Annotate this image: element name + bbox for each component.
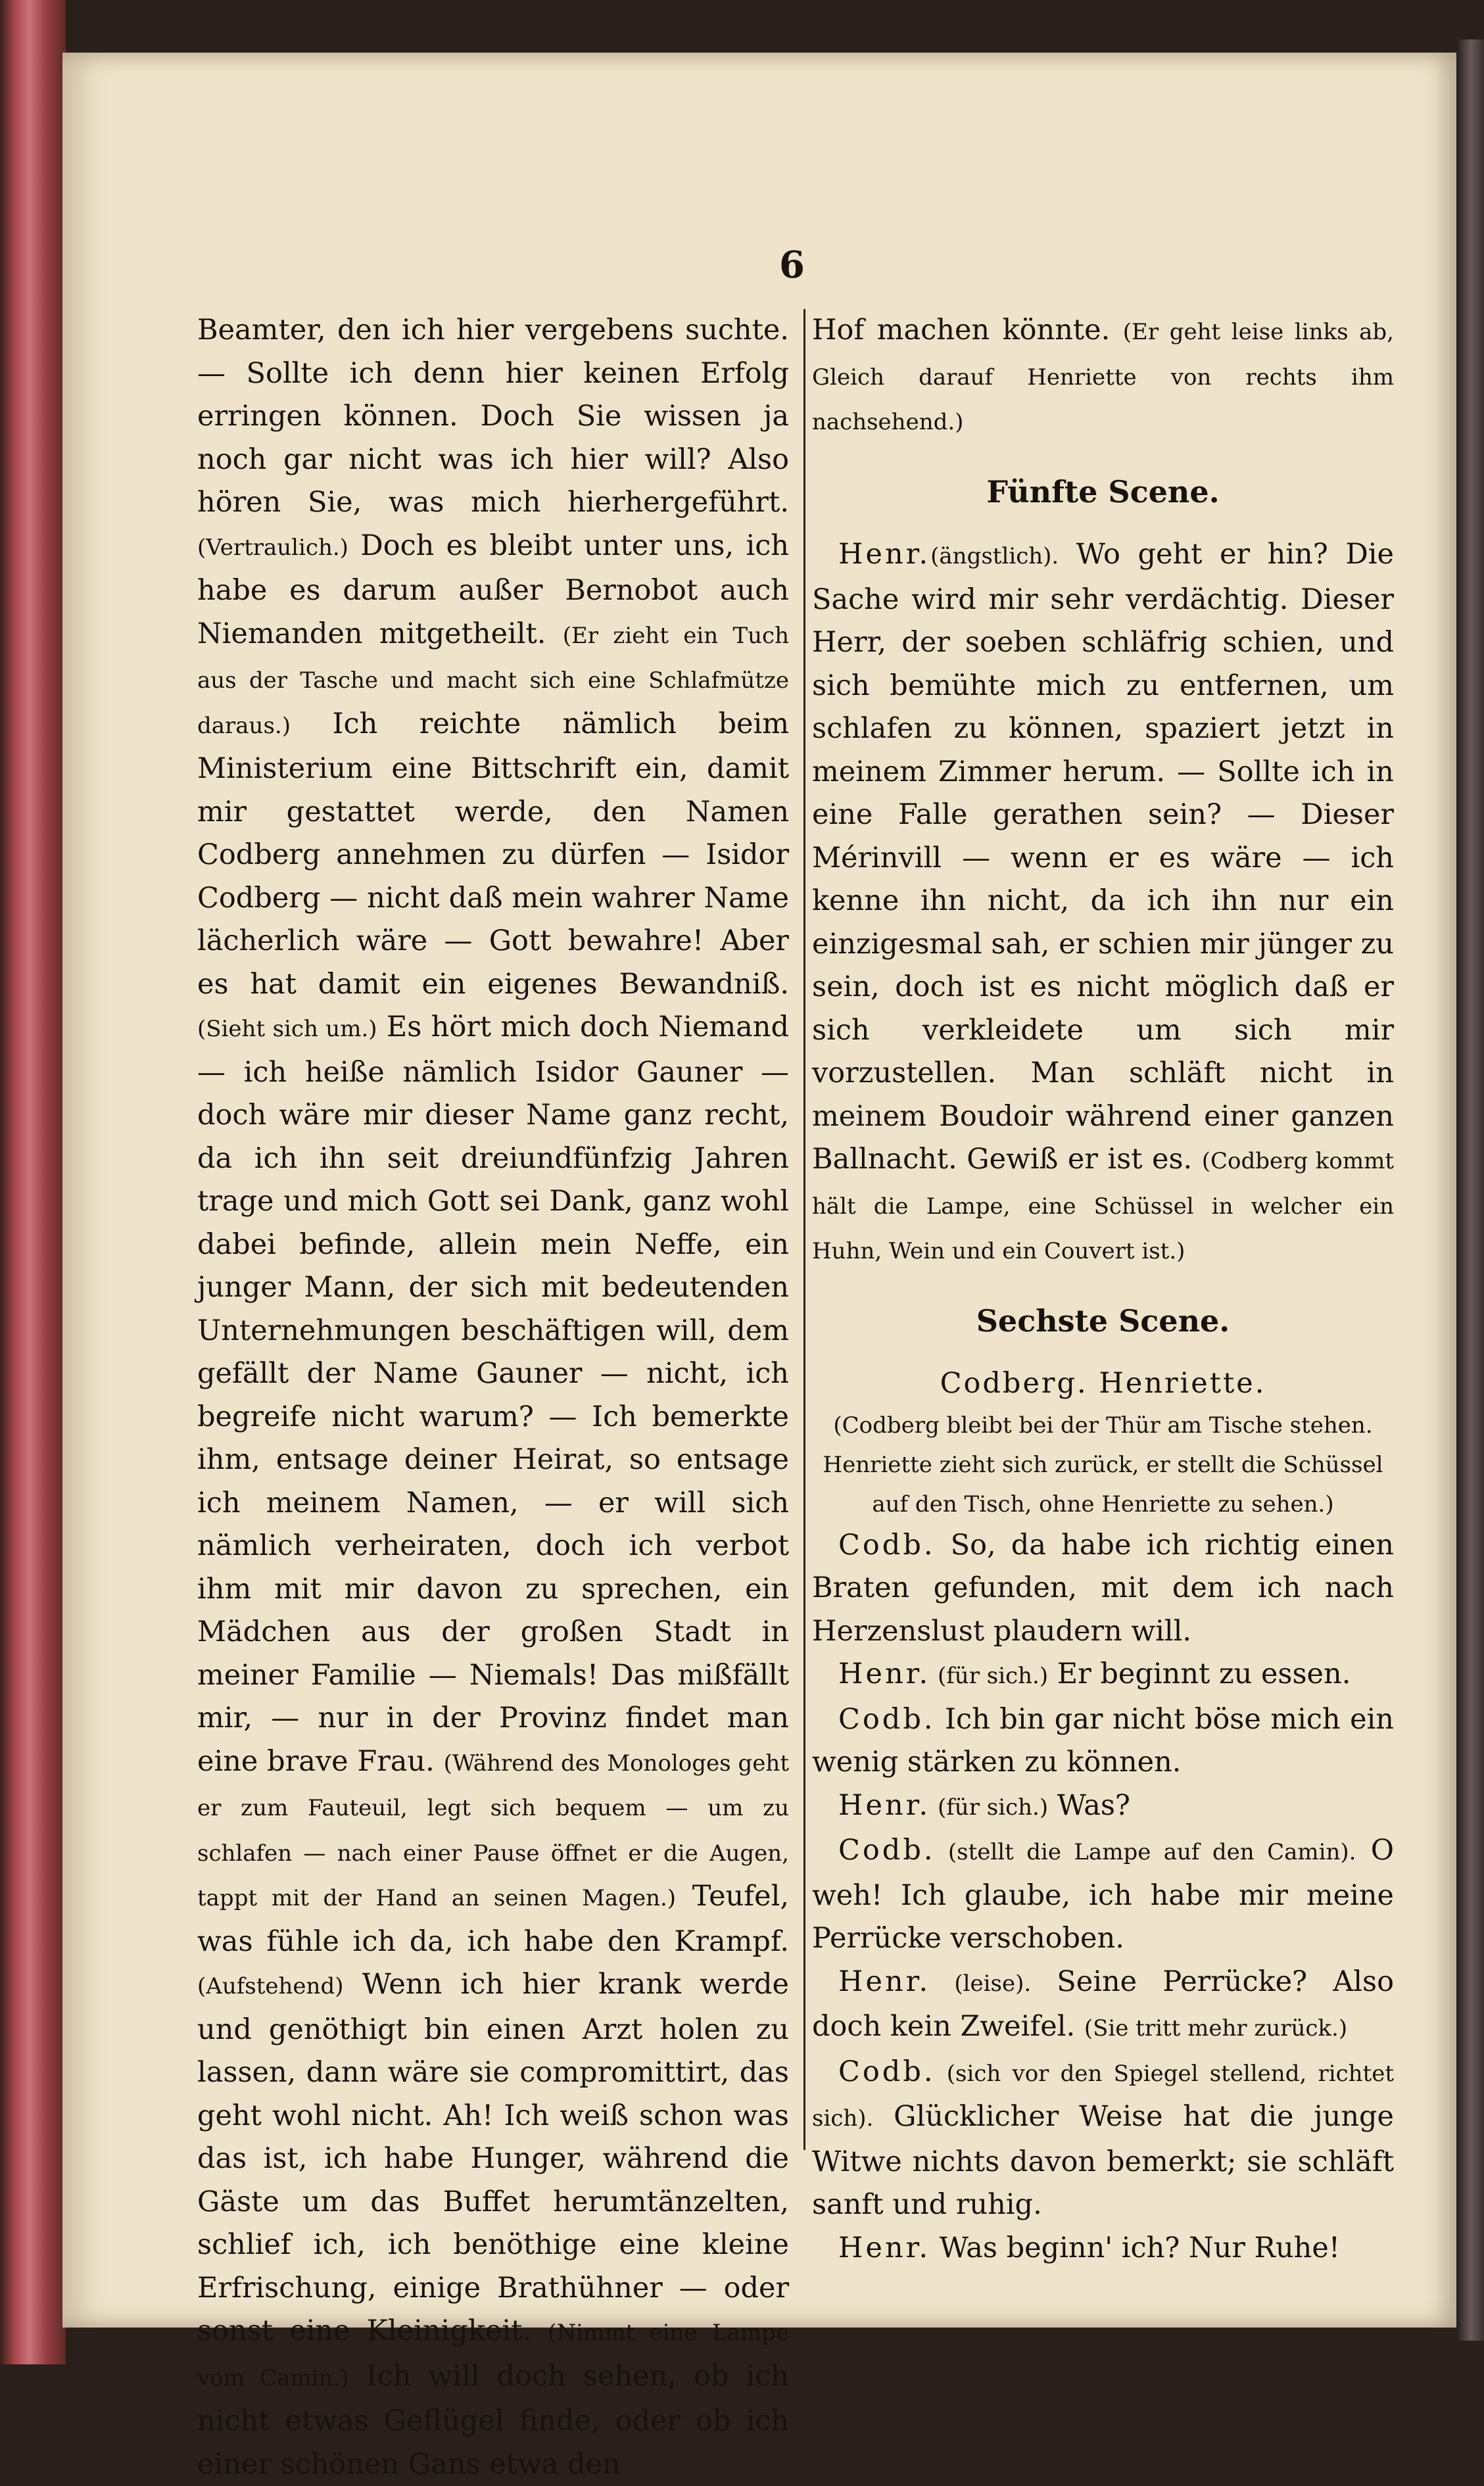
dialogue-line (812, 2051, 1394, 2227)
dialogue-text: Was? (1048, 1788, 1130, 1822)
dialogue-text: Glücklicher Weise hat die junge Witwe nichts davon bemerkt; sie schläft sanft und ruhig. (812, 2100, 1394, 2221)
dialogue-text: Was beginn' ich? Nur Ruhe! (930, 2231, 1341, 2264)
stage-direction: (für sich.) (930, 1663, 1049, 1689)
right-column (812, 309, 1394, 2270)
speaker-name: Henr. (838, 1965, 931, 1998)
stage-direction: (leise). (930, 1970, 1032, 1997)
scene-five-body (812, 533, 1394, 1274)
scene-six-body (812, 1524, 1394, 2270)
left-column (197, 309, 789, 2486)
scene-five-title: Fünfte Scene. (986, 473, 1220, 510)
stage-direction: (sich vor den Spiegel stellend, richtet sich). (812, 2060, 1394, 2132)
dialogue-text: Hof machen könnte. (812, 314, 1123, 347)
stage-direction: (stellt die Lampe auf den Camin). (935, 1839, 1356, 1865)
dialogue-text: Ich bin gar nicht böse mich ein wenig stärken zu können. (812, 1702, 1394, 1779)
stage-direction: (Er zieht ein Tuch aus der Tasche und macht sich eine Schlafmütze daraus.) (197, 622, 789, 739)
dialogue-line (812, 1698, 1394, 1784)
page-number: 6 (779, 243, 805, 287)
dialogue-text: Seine Perrücke? Also doch kein Zweifel. (812, 1965, 1394, 2043)
stage-direction: (Während des Monologes geht er zum Fauteuil, legt sich bequem — um zu schlafen — nach einer Pause öffnet er die Augen, tappt mit der Hand an seinen Magen.) (197, 1750, 789, 1911)
dialogue-line (812, 1524, 1394, 1654)
dialogue-line (812, 1784, 1394, 1830)
stage-direction: (Codberg kommt hält die Lampe, eine Schüssel in welcher ein Huhn, Wein und ein Couvert ist.) (812, 1148, 1395, 1264)
speaker-name: Henr. (838, 1788, 931, 1822)
dialogue-line (812, 1961, 1394, 2051)
dialogue-text: Wo geht er hin? Die Sache wird mir sehr verdächtig. Dieser Herr, der soeben schläfrig schien, und sich bemühte mich zu entfernen, um schlafen zu können, spaziert jetzt in meinem Zimmer herum. — Sollte ich in eine Falle gerathen sein? — Dieser Mérinvill — wenn er es wäre — ich kenne ihn nicht, da ich ihn nur ein einzigesmal sah, er schien mir jünger zu sein, doch ist es nicht möglich daß er sich verkleidete um sich mir vorzustellen. Man schläft nicht in meinem Boudoir während einer ganzen Ballnacht. Gewiß er ist es. (812, 538, 1394, 1176)
dialogue-text: Beamter, den ich hier vergebens suchte. — Sollte ich denn hier keinen Erfolg erringen können. Doch Sie wissen ja noch gar nicht was ich hier will? Also hören Sie, was mich hierhergeführt. (197, 314, 789, 519)
stage-direction: (für sich.) (930, 1794, 1049, 1821)
dialogue-line (812, 1829, 1394, 1961)
speaker-name: Henr. (838, 2231, 931, 2264)
left-paragraph (197, 309, 789, 2486)
book-spine-edge (0, 0, 66, 2364)
dialogue-text: Es hört mich doch Niemand — ich heiße nämlich Isidor Gauner — doch wäre mir dieser Name ganz recht, da ich ihn seit dreiundfünfzig Jahren trage und mich Gott sei Dank, ganz wohl dabei befinde, allein mein Neffe, ein junger Mann, der sich mit bedeutenden Unternehmungen beschäftigen will, dem gefällt der Name Gauner — nicht, ich begreife nicht warum? — Ich bemerkte ihm, entsage deiner Heirat, so entsage ich meinem Namen, — er will sich nämlich verheiraten, doch ich verbot ihm mit mir davon zu sprechen, ein Mädchen aus der großen Stadt in meiner Familie — Niemals! Das mißfällt mir, — nur in der Provinz findet man eine brave Frau. (197, 1011, 789, 1778)
scene-six-title: Sechste Scene. (976, 1303, 1230, 1339)
dialogue-text: Wenn ich hier krank werde und genöthigt bin einen Arzt holen zu lassen, dann wäre sie compromittirt, das geht wohl nicht. Ah! Ich weiß schon was das ist, ich habe Hunger, während die Gäste um das Buffet herumtänzelten, schlief ich, ich benöthige eine kleine Erfrischung, einige Brathühner — oder sonst eine Kleinigkeit. (197, 1968, 789, 2347)
stage-direction: (Vertraulich.) (197, 534, 348, 561)
dialogue-text: Er beginnt zu essen. (1048, 1658, 1351, 1690)
speaker-name: Codb. (838, 1834, 936, 1867)
right-intro-paragraph (812, 309, 1394, 444)
speaker-name: Henr. (838, 1658, 931, 1690)
dialogue-text: Ich will doch sehen, ob ich nicht etwas Geflügel finde, oder ob ich einer schönen Gans etwa den (197, 2359, 789, 2481)
scene-six-persons: Codberg. Henriette. (940, 1367, 1266, 1400)
dialogue-text: So, da habe ich richtig einen Braten gefunden, mit dem ich nach Herzenslust plaudern will. (812, 1528, 1394, 1648)
dialogue-text: Teufel, was fühle ich da, ich habe den Krampf. (197, 1880, 789, 1958)
dialogue-text: Ich reichte nämlich beim Ministerium eine Bittschrift ein, damit mir gestattet werde, den Namen Codberg annehmen zu dürfen — Isidor Codberg — nicht daß mein wahrer Name lächerlich wäre — Gott bewahre! Aber es hat damit ein eigenes Bewandniß. (197, 707, 789, 1001)
dialogue-line (812, 1653, 1394, 1698)
stage-direction: (Nimmt eine Lampe vom Camin.) (197, 2320, 789, 2391)
dialogue-line (812, 2227, 1394, 2270)
dialogue-text: O weh! Ich glaube, ich habe mir meine Perrücke verschoben. (812, 1834, 1394, 1955)
stage-direction: (Aufstehend) (197, 1973, 344, 1999)
dialogue-line (812, 533, 1394, 1274)
speaker-name: Henr. (838, 538, 931, 571)
stage-direction: (Er geht leise links ab, Gleich darauf Henriette von rechts ihm nachsehend.) (812, 319, 1394, 435)
speaker-name: Codb. (838, 2055, 936, 2088)
stage-direction: (Sie tritt mehr zurück.) (1084, 2015, 1348, 2042)
dialogue-text: Doch es bleibt unter uns, ich habe es darum außer Bernobot auch Niemanden mitgetheilt. (197, 529, 789, 650)
stage-direction: (ängstlich). (930, 543, 1059, 569)
column-divider (803, 309, 805, 2150)
scene-six-stage-direction: (Codberg bleibt bei der Thür am Tische stehen. Henriette zieht sich zurück, er stellt die Schüssel auf den Tisch, ohne Henriette zu sehen.) (823, 1412, 1383, 1518)
speaker-name: Codb. (838, 1528, 936, 1562)
speaker-name: Codb. (838, 1702, 936, 1736)
book-cover-edge (1458, 39, 1484, 2341)
stage-direction: (Sieht sich um.) (197, 1016, 377, 1042)
